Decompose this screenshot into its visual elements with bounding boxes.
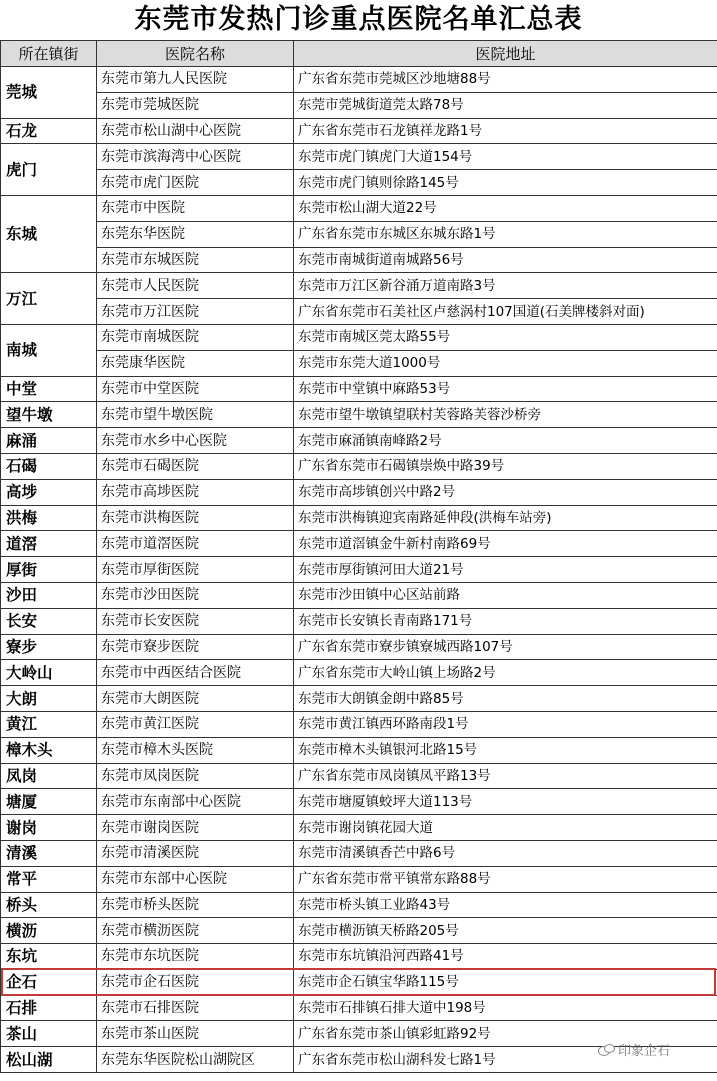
hospital-address-cell: 东莞市樟木头镇银河北路15号 [294, 737, 717, 763]
hospital-name-cell: 东莞市茶山医院 [97, 1021, 294, 1047]
town-cell: 塘厦 [1, 789, 97, 815]
hospital-address-cell: 东莞市道滘镇金牛新村南路69号 [294, 531, 717, 557]
hospital-name-cell: 东莞市谢岗医院 [97, 815, 294, 841]
table-row [1, 995, 717, 1021]
table-body [1, 67, 717, 1073]
hospital-address-cell: 广东省东莞市石美社区卢慈涡村107国道(石美牌楼斜对面) [294, 299, 717, 325]
town-cell: 洪梅 [1, 505, 97, 531]
table-row [1, 92, 717, 118]
table-row [1, 711, 717, 737]
table-row [1, 686, 717, 712]
hospital-name-cell: 东莞市凤岗医院 [97, 763, 294, 789]
hospital-name-cell: 东莞市南城医院 [97, 324, 294, 350]
town-cell: 茶山 [1, 1021, 97, 1047]
town-cell: 东城 [1, 195, 97, 272]
town-cell: 厚街 [1, 557, 97, 583]
town-cell: 长安 [1, 608, 97, 634]
hospital-address-cell: 广东省东莞市凤岗镇凤平路13号 [294, 763, 717, 789]
table-row [1, 144, 717, 170]
table-row [1, 505, 717, 531]
town-cell: 松山湖 [1, 1047, 97, 1073]
hospital-address-cell: 广东省东莞市东城区东城东路1号 [294, 221, 717, 247]
hospital-address-cell: 东莞市厚街镇河田大道21号 [294, 557, 717, 583]
table-row [1, 67, 717, 93]
hospital-address-cell: 广东省东莞市松山湖科发七路1号 [294, 1047, 717, 1073]
hospital-name-cell: 东莞市滨海湾中心医院 [97, 144, 294, 170]
hospital-address-cell: 广东省东莞市莞城区沙地塘88号 [294, 67, 717, 93]
table-row [1, 428, 717, 454]
town-cell: 谢岗 [1, 815, 97, 841]
hospital-address-cell: 东莞市莞城街道莞太路78号 [294, 92, 717, 118]
town-cell: 石排 [1, 995, 97, 1021]
town-cell: 大岭山 [1, 660, 97, 686]
table-row [1, 634, 717, 660]
hospital-address-cell: 东莞市黄江镇西环路南段1号 [294, 711, 717, 737]
hospital-name-cell: 东莞市寮步医院 [97, 634, 294, 660]
table-row [1, 376, 717, 402]
hospital-name-cell: 东莞市樟木头医院 [97, 737, 294, 763]
hospital-name-cell: 东莞市东南部中心医院 [97, 789, 294, 815]
table-row [1, 866, 717, 892]
hospital-name-cell: 东莞市石排医院 [97, 995, 294, 1021]
table-row [1, 892, 717, 918]
table-row [1, 247, 717, 273]
hospital-address-cell: 东莞市虎门镇则徐路145号 [294, 170, 717, 196]
hospital-name-cell: 东莞市虎门医院 [97, 170, 294, 196]
town-cell: 道滘 [1, 531, 97, 557]
town-cell: 樟木头 [1, 737, 97, 763]
hospital-name-cell: 东莞市大朗医院 [97, 686, 294, 712]
town-cell: 沙田 [1, 582, 97, 608]
hospital-address-cell: 东莞市南城区莞太路55号 [294, 324, 717, 350]
town-cell: 横沥 [1, 918, 97, 944]
town-cell: 望牛墩 [1, 402, 97, 428]
hospital-address-cell: 东莞市高埗镇创兴中路2号 [294, 479, 717, 505]
table-title: 东莞市发热门诊重点医院名单汇总表 [134, 4, 583, 35]
table-row [1, 557, 717, 583]
hospital-address-cell: 东莞市长安镇长青南路171号 [294, 608, 717, 634]
town-cell: 桥头 [1, 892, 97, 918]
watermark-text: 印象企石 [618, 1044, 671, 1059]
hospital-name-cell: 东莞市东部中心医院 [97, 866, 294, 892]
table-row [1, 221, 717, 247]
hospital-address-cell: 东莞市松山湖大道22号 [294, 195, 717, 221]
town-cell: 清溪 [1, 840, 97, 866]
hospital-name-cell: 东莞市望牛墩医院 [97, 402, 294, 428]
hospital-address-cell: 东莞市麻涌镇南峰路2号 [294, 428, 717, 454]
table-row [1, 918, 717, 944]
table-row [1, 453, 717, 479]
hospital-address-cell: 东莞市望牛墩镇望联村芙蓉路芙蓉沙桥旁 [294, 402, 717, 428]
hospital-name-cell: 东莞市万江医院 [97, 299, 294, 325]
hospital-address-cell: 东莞市桥头镇工业路43号 [294, 892, 717, 918]
header-row [1, 41, 717, 67]
town-cell: 大朗 [1, 686, 97, 712]
table-row [1, 840, 717, 866]
table-row [1, 582, 717, 608]
table-row [1, 195, 717, 221]
town-cell: 石碣 [1, 453, 97, 479]
table-row [1, 737, 717, 763]
table-row [1, 789, 717, 815]
table-row [1, 170, 717, 196]
town-cell: 东坑 [1, 944, 97, 970]
town-cell: 石龙 [1, 118, 97, 144]
table-row [1, 531, 717, 557]
hospital-address-cell: 东莞市南城街道南城路56号 [294, 247, 717, 273]
town-cell: 寮步 [1, 634, 97, 660]
hospital-address-cell: 广东省东莞市茶山镇彩虹路92号 [294, 1021, 717, 1047]
town-cell: 常平 [1, 866, 97, 892]
hospital-name-cell: 东莞市洪梅医院 [97, 505, 294, 531]
hospital-name-cell: 东莞市中堂医院 [97, 376, 294, 402]
hospital-name-cell: 东莞市横沥医院 [97, 918, 294, 944]
hospital-address-cell: 东莞市谢岗镇花园大道 [294, 815, 717, 841]
hospital-name-cell: 东莞市黄江医院 [97, 711, 294, 737]
table-row [1, 118, 717, 144]
table-row [1, 660, 717, 686]
hospital-address-cell: 东莞市清溪镇香芒中路6号 [294, 840, 717, 866]
town-cell: 虎门 [1, 144, 97, 196]
town-cell: 企石 [1, 969, 97, 995]
hospital-name-cell: 东莞市中西医结合医院 [97, 660, 294, 686]
town-cell: 黄江 [1, 711, 97, 737]
town-cell: 万江 [1, 273, 97, 325]
hospital-name-cell: 东莞市松山湖中心医院 [97, 118, 294, 144]
town-cell: 莞城 [1, 67, 97, 119]
table-row [1, 815, 717, 841]
header-town: 所在镇街 [1, 41, 97, 67]
hospital-name-cell: 东莞市东城医院 [97, 247, 294, 273]
hospital-address-cell: 广东省东莞市石碣镇崇焕中路39号 [294, 453, 717, 479]
hospital-name-cell: 东莞市厚街医院 [97, 557, 294, 583]
hospital-name-cell: 东莞市东坑医院 [97, 944, 294, 970]
wechat-icon [598, 1044, 614, 1056]
hospital-address-cell: 广东省东莞市大岭山镇上场路2号 [294, 660, 717, 686]
table-row [1, 944, 717, 970]
hospital-name-cell: 东莞康华医院 [97, 350, 294, 376]
table-row [1, 608, 717, 634]
hospital-name-cell: 东莞市人民医院 [97, 273, 294, 299]
watermark [598, 1040, 670, 1059]
hospital-table [0, 40, 717, 1073]
hospital-address-cell: 东莞市石排镇石排大道中198号 [294, 995, 717, 1021]
town-cell: 麻涌 [1, 428, 97, 454]
hospital-name-cell: 东莞市石碣医院 [97, 453, 294, 479]
table-row [1, 273, 717, 299]
hospital-address-cell: 东莞市东坑镇沿河西路41号 [294, 944, 717, 970]
hospital-name-cell: 东莞市高埗医院 [97, 479, 294, 505]
header-address: 医院地址 [294, 41, 717, 67]
header-hospital: 医院名称 [97, 41, 294, 67]
hospital-address-cell: 广东省东莞市常平镇常东路88号 [294, 866, 717, 892]
hospital-name-cell: 东莞市道滘医院 [97, 531, 294, 557]
table-row [1, 350, 717, 376]
table-row [1, 763, 717, 789]
hospital-address-cell: 东莞市万江区新谷涌万道南路3号 [294, 273, 717, 299]
hospital-name-cell: 东莞市桥头医院 [97, 892, 294, 918]
town-cell: 中堂 [1, 376, 97, 402]
table-row [1, 402, 717, 428]
hospital-address-cell: 广东省东莞市石龙镇祥龙路1号 [294, 118, 717, 144]
table-row [1, 479, 717, 505]
hospital-address-cell: 东莞市大朗镇金朗中路85号 [294, 686, 717, 712]
hospital-name-cell: 东莞市中医院 [97, 195, 294, 221]
hospital-name-cell: 东莞东华医院松山湖院区 [97, 1047, 294, 1073]
town-cell: 高埗 [1, 479, 97, 505]
hospital-name-cell: 东莞市企石医院 [97, 969, 294, 995]
hospital-address-cell: 东莞市洪梅镇迎宾南路延伸段(洪梅车站旁) [294, 505, 717, 531]
hospital-address-cell: 东莞市塘厦镇蛟坪大道113号 [294, 789, 717, 815]
hospital-name-cell: 东莞市第九人民医院 [97, 67, 294, 93]
town-cell: 南城 [1, 324, 97, 376]
hospital-address-cell: 东莞市虎门镇虎门大道154号 [294, 144, 717, 170]
hospital-name-cell: 东莞市长安医院 [97, 608, 294, 634]
hospital-name-cell: 东莞市清溪医院 [97, 840, 294, 866]
hospital-address-cell: 东莞市中堂镇中麻路53号 [294, 376, 717, 402]
table-row [1, 969, 717, 995]
hospital-name-cell: 东莞市水乡中心医院 [97, 428, 294, 454]
table-row [1, 299, 717, 325]
hospital-name-cell: 东莞市沙田医院 [97, 582, 294, 608]
town-cell: 凤岗 [1, 763, 97, 789]
hospital-address-cell: 东莞市横沥镇天桥路205号 [294, 918, 717, 944]
hospital-address-cell: 广东省东莞市寮步镇寮城西路107号 [294, 634, 717, 660]
hospital-name-cell: 东莞市莞城医院 [97, 92, 294, 118]
hospital-name-cell: 东莞东华医院 [97, 221, 294, 247]
hospital-address-cell: 东莞市东莞大道1000号 [294, 350, 717, 376]
table-row [1, 324, 717, 350]
hospital-address-cell: 东莞市企石镇宝华路115号 [294, 969, 717, 995]
hospital-address-cell: 东莞市沙田镇中心区站前路 [294, 582, 717, 608]
